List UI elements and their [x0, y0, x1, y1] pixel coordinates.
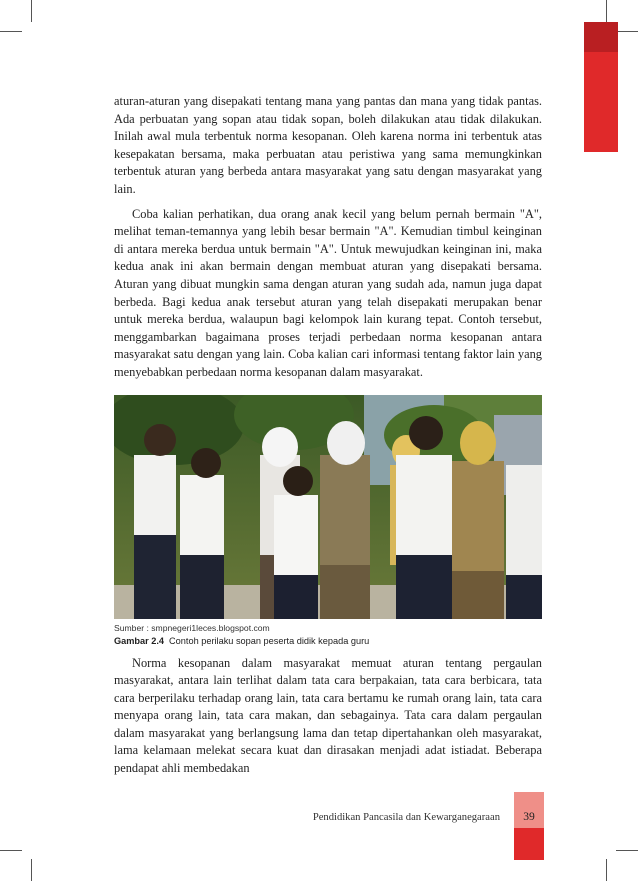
- crop-mark: [606, 859, 607, 881]
- chapter-side-tab: [584, 22, 618, 152]
- figure-source: Sumber : smpnegeri1leces.blogspot.com: [114, 622, 270, 633]
- figure-photo: [114, 395, 542, 619]
- crop-mark: [0, 850, 22, 851]
- page-content: [114, 93, 542, 778]
- crop-mark: [606, 0, 607, 22]
- side-tab-shade: [584, 22, 618, 52]
- crop-mark: [616, 850, 638, 851]
- footer-book-title: Pendidikan Pancasila dan Kewarganegaraan: [312, 812, 500, 823]
- page-number: 39: [523, 810, 535, 823]
- page-number-tab: [514, 792, 544, 860]
- paragraph-1: aturan-aturan yang disepakati tentang mana yang pantas dan mana yang tidak pantas. Ada perbuatan yang sopan atau tidak sopan, boleh dilakukan atau tidak dilakukan. Inilah awal mula terbentuk norma kesopanan. Oleh karena norma ini terbentuk atas kesepakatan bersama, maka perbuatan atau peristiwa yang sama memungkinkan terbentuk aturan yang berbeda antara masyarakat yang satu dengan masyarakat yang lain.: [114, 94, 542, 196]
- paragraph-3: Norma kesopanan dalam masyarakat memuat aturan tentang pergaulan masyarakat, antara lain terlihat dalam tata cara berpakaian, tata cara berbicara, tata cara berperilaku terhadap orang lain, tata cara bertamu ke rumah orang lain, tata cara menyapa orang lain, tata cara makan, dan sebagainya. Tata cara dalam pergaulan dalam masyarakat yang berlangsung lama dan tetap dipertahankan oleh masyarakat, lama kelamaan melekat secara kuat dan dirasakan menjadi adat istiadat. Beberapa pendapat ahli membedakan: [114, 655, 542, 776]
- paragraph-2: Coba kalian perhatikan, dua orang anak kecil yang belum pernah bermain "A", melihat teman-temannya yang lebih besar bermain "A". Kemudian timbul keinginan di antara mereka berdua untuk bermain "A". Untuk mewujudkan keinginan ini, maka kedua anak ini akan bermain dengan membuat aturan yang disepakati bersama. Aturan yang dibuat mungkin sama dengan aturan yang sudah ada, namun juga dapat berbeda. Bagi kedua anak tersebut aturan yang telah disepakati merupakan benar untuk mereka berdua, walaupun bagi kelompok lain kurang tepat. Contoh tersebut, menggambarkan bagaimana proses terjadi perbedaan norma kesopanan antara masyarakat satu dengan yang lain. Coba kalian cari informasi tentang faktor lain yang menyebabkan perbedaan norma kesopanan dalam masyarakat.: [114, 206, 542, 379]
- crop-mark: [31, 0, 32, 22]
- crop-mark: [31, 859, 32, 881]
- figure-caption-number: Gambar 2.4: [114, 635, 165, 646]
- crop-mark: [616, 31, 638, 32]
- figure-caption: [114, 636, 542, 646]
- figure-caption-text: Contoh perilaku sopan peserta didik kepada guru: [169, 635, 370, 646]
- students-greeting-teachers-photo: [114, 395, 542, 619]
- crop-mark: [0, 31, 22, 32]
